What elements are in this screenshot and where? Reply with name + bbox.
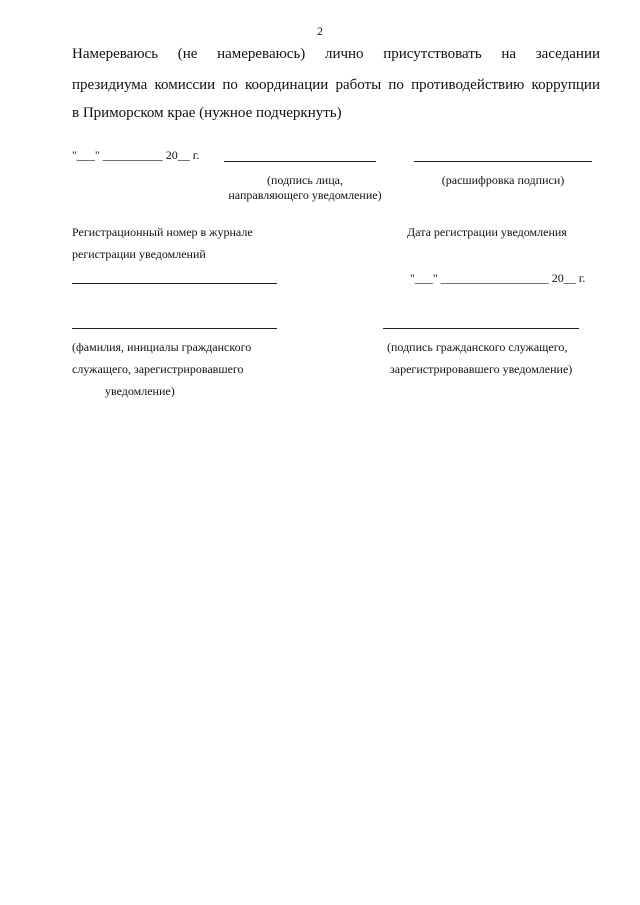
signature-underline [224, 161, 376, 162]
registration-number-label-line-1: Регистрационный номер в журнале [72, 225, 253, 239]
signature-date-line: "___" __________ 20__ г. [72, 148, 200, 162]
registrar-name-underline [72, 328, 277, 329]
registrar-name-caption-line-2: служащего, зарегистрировавшего [72, 362, 244, 376]
signature-caption-line-1: (подпись лица, [267, 173, 343, 187]
registrar-name-caption-line-1: (фамилия, инициалы гражданского [72, 340, 252, 354]
registrar-signature-underline [383, 328, 579, 329]
intent-line-1: Намереваюсь (не намереваюсь) лично присутствовать на заседании [72, 46, 600, 62]
page-number: 2 [317, 24, 323, 38]
registration-number-underline [72, 283, 277, 284]
intent-line-3: в Приморском крае (нужное подчеркнуть) [72, 105, 342, 121]
decoding-underline [414, 161, 592, 162]
registration-number-label-line-2: регистрации уведомлений [72, 247, 206, 261]
registrar-name-caption-line-3: уведомление) [105, 384, 175, 398]
registrar-signature-caption-line-2: зарегистрировавшего уведомление) [390, 362, 573, 376]
signature-caption-line-2: направляющего уведомление) [228, 188, 382, 202]
decoding-caption: (расшифровка подписи) [441, 173, 565, 187]
intent-line-2: президиума комиссии по координации работы по противодействию коррупции [72, 77, 600, 93]
registrar-signature-caption-line-1: (подпись гражданского служащего, [387, 340, 568, 354]
registration-date-value: "___" __________________ 20__ г. [410, 271, 586, 285]
registration-date-label: Дата регистрации уведомления [407, 225, 567, 239]
